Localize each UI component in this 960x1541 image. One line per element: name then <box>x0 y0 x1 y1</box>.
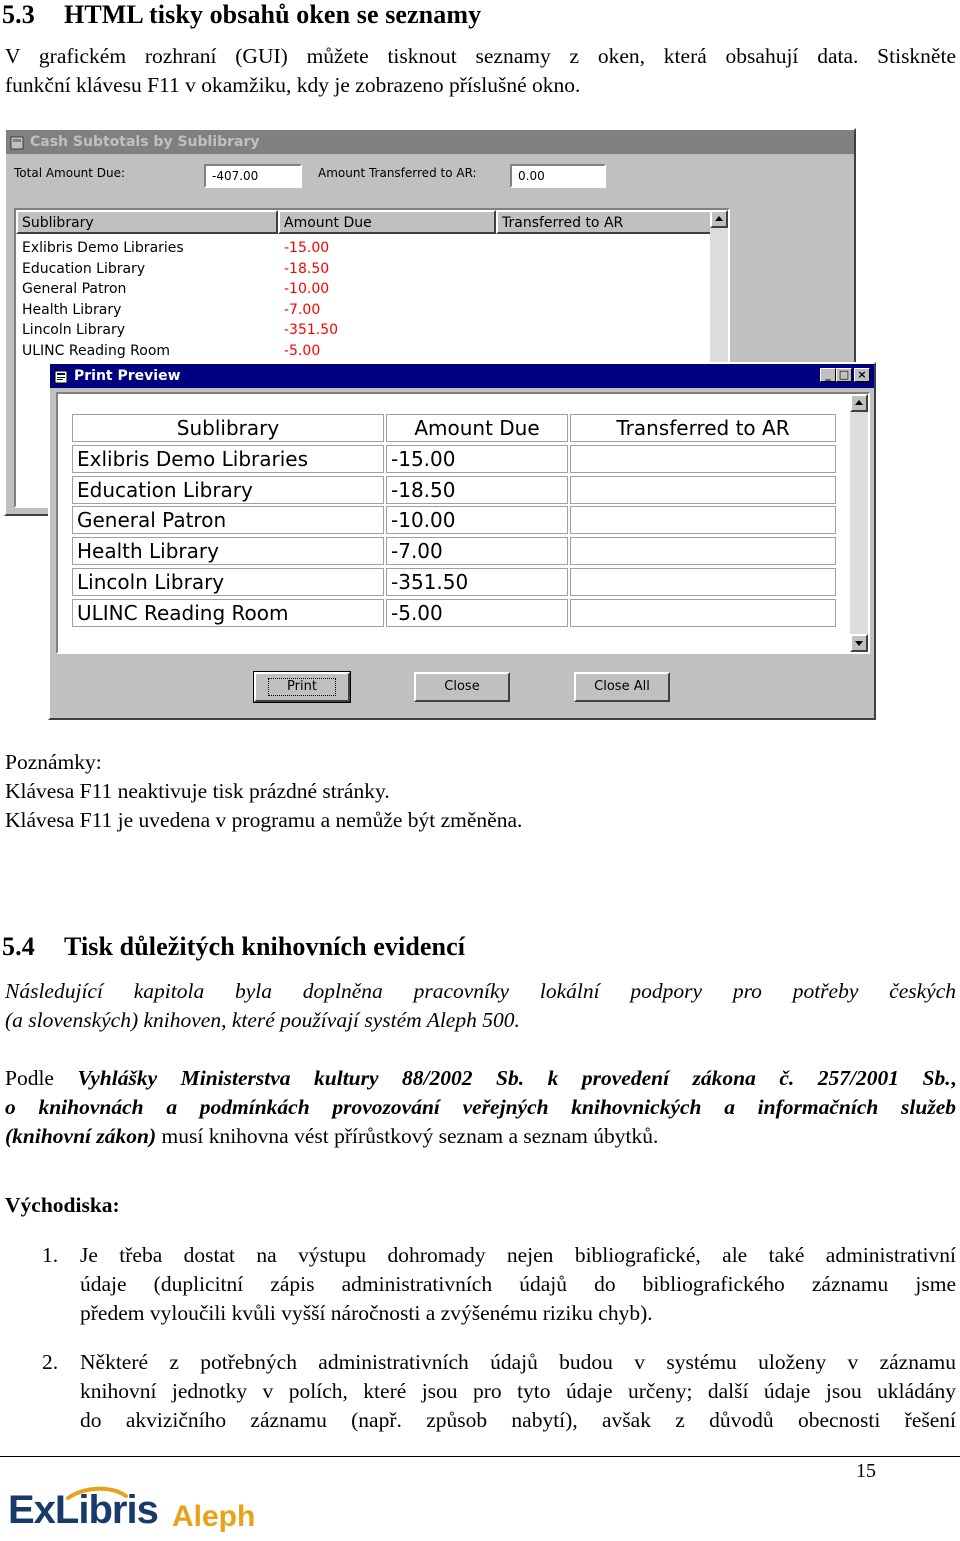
preview-scroll-up-button[interactable] <box>850 394 868 412</box>
close-button-label: Close <box>444 679 480 694</box>
close-window-button[interactable] <box>854 368 870 382</box>
list-item-number: 2. <box>42 1350 59 1374</box>
intro-paragraph-line1: V grafickém rozhraní (GUI) můžete tisknout seznamy z oken, která obsahují data. Stiskněte <box>5 44 956 68</box>
print-preview-window <box>48 362 876 720</box>
amount-due-cell: -5.00 <box>284 343 321 359</box>
notes-heading: Poznámky: <box>5 750 102 774</box>
preview-transferred-cell <box>570 476 836 504</box>
preview-amount-cell: -351.50 <box>386 568 568 596</box>
preview-sublibrary-cell: Lincoln Library <box>72 568 384 596</box>
sublibrary-cell: Lincoln Library <box>22 322 125 339</box>
vychodiska-heading: Východiska: <box>5 1193 120 1217</box>
print-preview-title: Print Preview <box>74 368 181 384</box>
preview-sublibrary-cell: Exlibris Demo Libraries <box>72 445 384 473</box>
logo-aleph-text: Aleph <box>172 1500 256 1533</box>
cash-subtotals-titlebar[interactable] <box>6 130 854 154</box>
table-row[interactable] <box>20 279 710 299</box>
law-name: (knihovní zákon) <box>5 1124 157 1148</box>
preview-sublibrary-cell: General Patron <box>72 506 384 534</box>
section-intro-line2: (a slovenských) knihoven, které používají systém Aleph 500. <box>5 1008 520 1032</box>
sublibrary-cell: General Patron <box>22 281 127 298</box>
list-item-2-line3: do akvizičního záznamu (např. způsob nabytí), avšak z důvodů obecnosti řešení <box>80 1408 956 1432</box>
intro-paragraph-line2: funkční klávesu F11 v okamžiku, kdy je zobrazeno příslušné okno. <box>5 73 581 97</box>
close-all-button-label: Close All <box>594 679 650 694</box>
close-all-button[interactable] <box>574 672 670 702</box>
amount-due-cell: -18.50 <box>284 260 330 277</box>
preview-amount-cell: -10.00 <box>386 506 568 534</box>
law-paragraph-line3 <box>5 1122 658 1151</box>
amount-due-cell: -10.00 <box>284 281 330 298</box>
transferred-field[interactable]: 0.00 <box>510 164 606 188</box>
preview-sublibrary-cell: Health Library <box>72 537 384 565</box>
column-header-sublibrary[interactable]: Sublibrary <box>16 210 278 234</box>
scroll-up-button[interactable] <box>710 210 728 228</box>
preview-sublibrary-cell: ULINC Reading Room <box>72 599 384 627</box>
preview-amount-cell: -5.00 <box>386 599 568 627</box>
print-preview-titlebar[interactable] <box>50 364 874 388</box>
list-item-1-line3: předem vyloučili kvůli vyšší náročnosti a zvýšenému riziku chyb). <box>80 1301 653 1325</box>
list-item-2-line1: Některé z potřebných administrativních údajů budou v systému uloženy v záznamu <box>80 1350 956 1374</box>
cash-subtotals-title: Cash Subtotals by Sublibrary <box>30 134 260 150</box>
close-button[interactable] <box>414 672 510 702</box>
preview-header-transferred: Transferred to AR <box>570 414 836 442</box>
table-row[interactable] <box>20 341 710 361</box>
total-amount-field[interactable]: -407.00 <box>204 164 302 188</box>
print-button[interactable] <box>254 672 350 702</box>
preview-transferred-cell <box>570 445 836 473</box>
table-row[interactable] <box>20 259 710 279</box>
sublibrary-cell: Education Library <box>22 260 146 277</box>
amount-due-cell: -7.00 <box>284 301 321 318</box>
list-item-number: 1. <box>42 1243 59 1267</box>
sublibrary-cell: ULINC Reading Room <box>22 343 171 359</box>
section-heading-5-4 <box>2 932 465 962</box>
window-app-icon <box>10 134 24 148</box>
maximize-icon: □ <box>838 368 850 381</box>
maximize-button[interactable] <box>836 368 852 382</box>
close-icon: × <box>857 368 867 381</box>
screenshot-figure <box>4 128 876 720</box>
minimize-button[interactable] <box>820 368 836 382</box>
law-prefix: Podle <box>5 1066 78 1090</box>
page-number: 15 <box>856 1460 876 1482</box>
list-item-2-line2: knihovní jednotky v polích, které jsou pro tyto údaje určeny; další údaje jsou ukládány <box>80 1379 956 1403</box>
sublibrary-cell: Health Library <box>22 301 122 318</box>
preview-transferred-cell <box>570 599 836 627</box>
law-paragraph-line2: o knihovnách a podmínkách provozování veřejných knihovnických a informačních služeb <box>5 1095 956 1119</box>
preview-transferred-cell <box>570 537 836 565</box>
preview-amount-cell: -18.50 <box>386 476 568 504</box>
notes-line1: Klávesa F11 neaktivuje tisk prázdné stránky. <box>5 779 390 803</box>
section-title: Tisk důležitých knihovních evidencí <box>64 932 466 961</box>
section-intro-line1: Následující kapitola byla doplněna pracovníky lokální podpory pro potřeby českých <box>5 979 956 1003</box>
preview-transferred-cell <box>570 506 836 534</box>
law-reference: Vyhlášky Ministerstva kultury 88/2002 Sb. k provedení zákona č. 257/2001 Sb. <box>77 1066 951 1090</box>
column-header-amount-due[interactable]: Amount Due <box>278 210 496 234</box>
transferred-label: Amount Transferred to AR: <box>318 166 477 180</box>
preview-scroll-down-button[interactable] <box>850 634 868 652</box>
table-row[interactable] <box>20 320 710 340</box>
section-heading-5-3 <box>2 0 481 30</box>
preview-sublibrary-cell: Education Library <box>72 476 384 504</box>
law-paragraph-line1 <box>5 1064 956 1093</box>
preview-header-sublibrary: Sublibrary <box>72 414 384 442</box>
list-item-1-line2: údaje (duplicitní zápis administrativních údajů do bibliografického záznamu jsme <box>80 1272 956 1296</box>
notes-line2: Klávesa F11 je uvedena v programu a nemůže být změněna. <box>5 808 523 832</box>
exlibris-aleph-logo <box>8 1484 258 1536</box>
section-title: HTML tisky obsahů oken se seznamy <box>64 0 482 29</box>
preview-area[interactable] <box>56 392 870 654</box>
logo-exlibris-text: ExLibris <box>8 1488 158 1532</box>
section-number: 5.4 <box>2 932 35 961</box>
footer-divider <box>0 1456 960 1457</box>
law-rest: musí knihovna vést přírůstkový seznam a seznam úbytků. <box>156 1124 659 1148</box>
minimize-icon: _ <box>825 368 831 381</box>
preview-transferred-cell <box>570 568 836 596</box>
preview-header-amount-due: Amount Due <box>386 414 568 442</box>
preview-amount-cell: -15.00 <box>386 445 568 473</box>
preview-amount-cell: -7.00 <box>386 537 568 565</box>
total-amount-label: Total Amount Due: <box>14 166 126 180</box>
table-row[interactable] <box>20 238 710 258</box>
table-row[interactable] <box>20 300 710 320</box>
list-item-1-line1: Je třeba dostat na výstupu dohromady nejen bibliografické, ale také administrativní <box>80 1243 956 1267</box>
amount-due-cell: -351.50 <box>284 322 339 339</box>
sublibrary-cell: Exlibris Demo Libraries <box>22 240 184 256</box>
section-number: 5.3 <box>2 0 35 29</box>
amount-due-cell: -15.00 <box>284 240 330 256</box>
preview-scrollbar[interactable] <box>850 394 868 652</box>
preview-table <box>72 414 838 640</box>
print-button-label: Print <box>268 678 336 696</box>
column-header-transferred[interactable]: Transferred to AR <box>496 210 718 234</box>
window-app-icon <box>54 368 68 382</box>
law-suffix: , <box>950 1066 956 1090</box>
